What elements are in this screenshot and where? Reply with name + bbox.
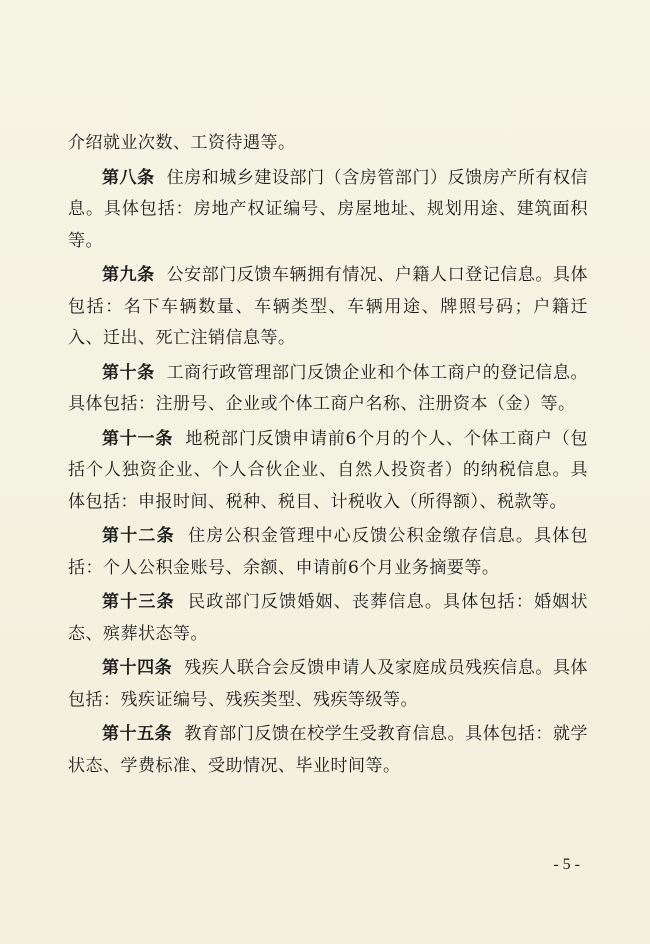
article-heading: 第十条 — [102, 362, 155, 383]
article-heading: 第八条 — [102, 167, 155, 188]
article-11 — [68, 424, 588, 519]
article-heading: 第十四条 — [102, 658, 173, 678]
article-heading: 第十五条 — [102, 724, 173, 744]
article-10 — [68, 358, 588, 421]
article-heading: 第九条 — [102, 265, 155, 285]
article-14 — [68, 653, 588, 716]
article-text: 住房公积金管理中心反馈公积金缴存信息。具体包括：个人公积金账号、余额、申请前6个月业务摘要等。 — [68, 526, 589, 578]
article-text: 工商行政管理部门反馈企业和个体工商户的登记信息。具体包括：注册号、企业或个体工商户名称、注册资本（金）等。 — [68, 362, 589, 414]
article-text: 民政部门反馈婚姻、丧葬信息。具体包括：婚姻状态、殡葬状态等。 — [68, 592, 589, 644]
article-text: 残疾人联合会反馈申请人及家庭成员残疾信息。具体包括：残疾证编号、残疾类型、残疾等级等。 — [68, 658, 589, 710]
article-9 — [68, 260, 588, 355]
article-heading: 第十二条 — [102, 526, 175, 546]
article-8 — [68, 163, 588, 258]
article-13 — [68, 587, 588, 650]
article-text: 住房和城乡建设部门（含房管部门）反馈房产所有权信息。具体包括：房地产权证编号、房屋地址、规划用途、建筑面积等。 — [68, 167, 589, 251]
article-heading: 第十一条 — [102, 428, 174, 449]
continuation-text: 介绍就业次数、工资待遇等。 — [68, 133, 296, 153]
article-text: 公安部门反馈车辆拥有情况、户籍人口登记信息。具体包括：名下车辆数量、车辆类型、车辆用途、牌照号码；户籍迁入、迁出、死亡注销信息等。 — [68, 265, 589, 348]
document-body — [68, 128, 588, 785]
article-12 — [68, 521, 588, 584]
page-number: - 5 - — [553, 856, 580, 873]
article-heading: 第十三条 — [102, 592, 175, 612]
article-15 — [68, 719, 588, 782]
article-text: 地税部门反馈申请前6个月的个人、个体工商户（包括个人独资企业、个人合伙企业、自然人投资者）的纳税信息。具体包括：申报时间、税种、税目、计税收入（所得额）、税款等。 — [68, 428, 588, 512]
article-text: 教育部门反馈在校学生受教育信息。具体包括：就学状态、学费标准、受助情况、毕业时间等。 — [68, 724, 589, 776]
